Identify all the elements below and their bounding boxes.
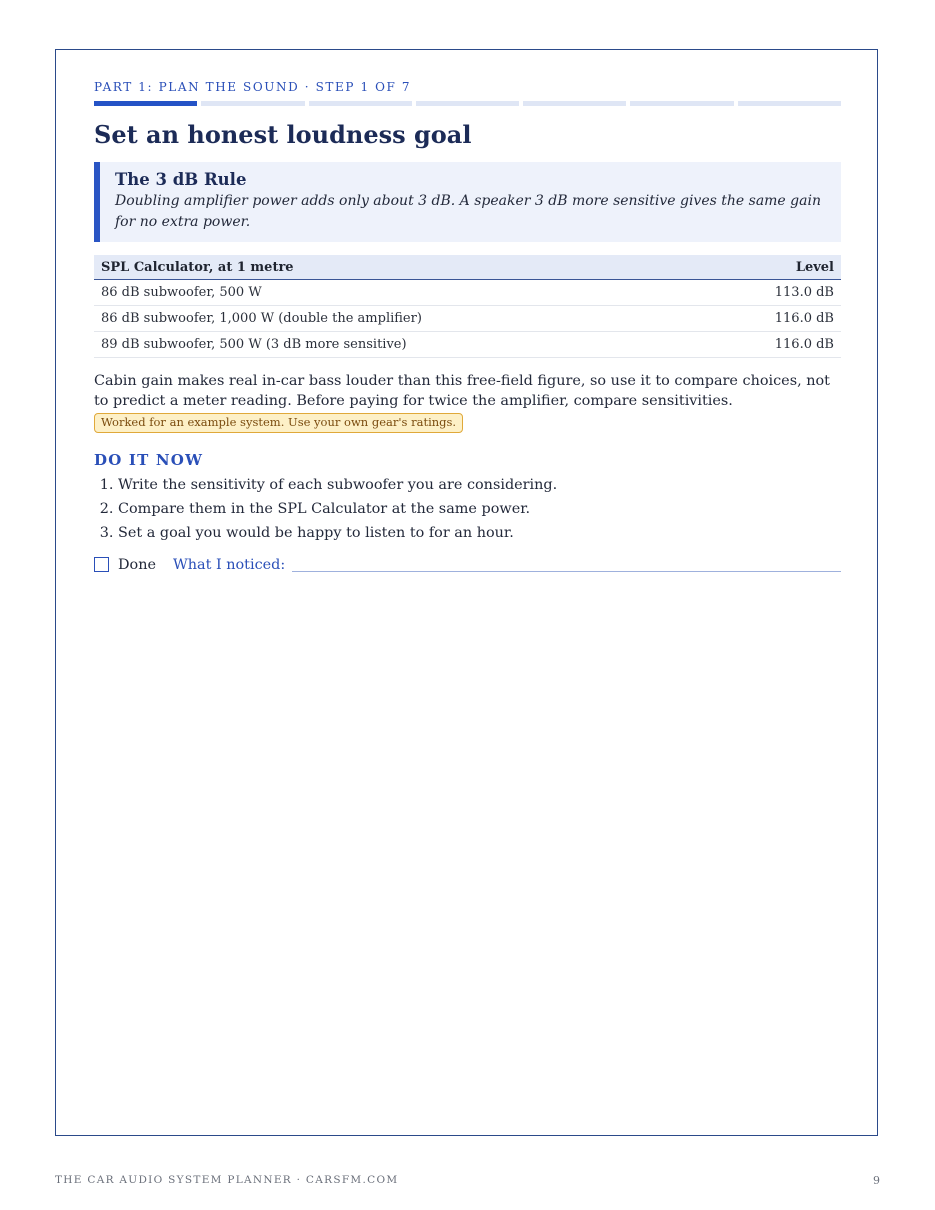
rule-callout xyxy=(94,162,841,242)
action-steps-list xyxy=(94,473,841,545)
progress-segment xyxy=(523,101,626,106)
example-note-badge: Worked for an example system. Use your own gear's ratings. xyxy=(94,413,463,433)
rule-title: The 3 dB Rule xyxy=(115,170,247,189)
step-progress-bar xyxy=(94,101,841,106)
table-header-description: SPL Calculator, at 1 metre xyxy=(94,255,707,280)
spl-table xyxy=(94,255,841,358)
table-row xyxy=(94,306,841,332)
page-number: 9 xyxy=(873,1174,880,1187)
noticed-input-line[interactable] xyxy=(292,553,841,572)
step-label: PART 1: PLAN THE SOUND · STEP 1 OF 7 xyxy=(94,80,412,94)
do-it-now-heading: DO IT NOW xyxy=(94,451,204,469)
body-paragraph: Cabin gain makes real in-car bass louder than this free-field figure, so use it to compare choices, not to predict a meter reading. Before paying for twice the amplifier, compare sensitivities. xyxy=(94,373,830,409)
page-frame xyxy=(55,49,878,1136)
progress-segment xyxy=(630,101,733,106)
table-cell-level: 116.0 dB xyxy=(707,332,841,358)
table-cell-description: 89 dB subwoofer, 500 W (3 dB more sensitive) xyxy=(94,332,707,358)
noticed-label: What I noticed: xyxy=(173,557,286,573)
progress-segment xyxy=(201,101,304,106)
table-cell-level: 113.0 dB xyxy=(707,280,841,306)
page-content xyxy=(94,80,841,575)
progress-segment xyxy=(416,101,519,106)
table-cell-description: 86 dB subwoofer, 1,000 W (double the amplifier) xyxy=(94,306,707,332)
footer-title: THE CAR AUDIO SYSTEM PLANNER · CARSFM.COM xyxy=(55,1174,399,1186)
rule-text: Doubling amplifier power adds only about 3 dB. A speaker 3 dB more sensitive gives the same gain for no extra power. xyxy=(115,193,821,230)
list-item: 2. Compare them in the SPL Calculator at the same power. xyxy=(118,497,841,521)
progress-segment xyxy=(738,101,841,106)
page-title: Set an honest loudness goal xyxy=(94,120,472,149)
done-row xyxy=(94,553,841,575)
progress-segment xyxy=(94,101,197,106)
done-checkbox[interactable] xyxy=(94,557,109,572)
table-row xyxy=(94,332,841,358)
list-item: 3. Set a goal you would be happy to listen to for an hour. xyxy=(118,521,841,545)
table-header-level: Level xyxy=(707,255,841,280)
list-item: 1. Write the sensitivity of each subwoofer you are considering. xyxy=(118,473,841,497)
done-label: Done xyxy=(118,557,156,573)
table-row xyxy=(94,280,841,306)
table-cell-level: 116.0 dB xyxy=(707,306,841,332)
table-cell-description: 86 dB subwoofer, 500 W xyxy=(94,280,707,306)
progress-segment xyxy=(309,101,412,106)
table-header-row xyxy=(94,255,841,280)
